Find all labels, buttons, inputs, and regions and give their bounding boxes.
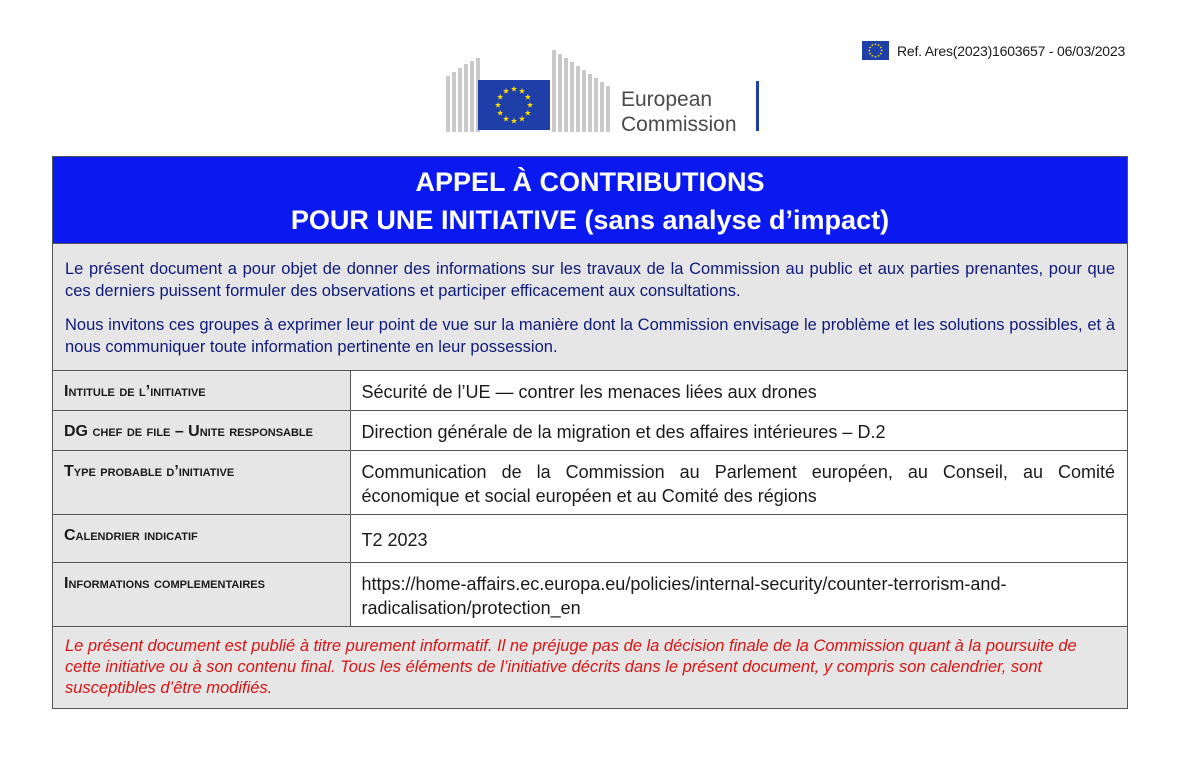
- additional-info-label: Informations complementaires: [53, 563, 350, 627]
- european-commission-logo: [444, 48, 764, 136]
- initiative-title-value: Sécurité de l’UE — contrer les menaces liées aux drones: [350, 371, 1127, 411]
- eu-flag-icon: [862, 41, 889, 60]
- lead-dg-value: Direction générale de la migration et des affaires intérieures – D.2: [350, 411, 1127, 451]
- logo-divider: [756, 81, 759, 131]
- logo-line-european: European: [621, 88, 713, 111]
- intro-paragraph-1: Le présent document a pour objet de donner des informations sur les travaux de la Commission au public et aux parties prenantes, pour que ces derniers puissent formuler des observations et participer efficacement aux consultations.: [65, 260, 1115, 300]
- logo-wordmark: [621, 87, 737, 137]
- form-title: APPEL À CONTRIBUTIONS: [415, 167, 765, 197]
- call-for-evidence-form: [52, 156, 1128, 709]
- table-row: [53, 515, 1127, 563]
- logo-line-commission: Commission: [621, 113, 737, 136]
- timeline-value: T2 2023: [350, 515, 1127, 563]
- berlaymont-building-icon: [444, 48, 614, 133]
- intro-section: [53, 244, 1127, 371]
- form-header: [53, 157, 1127, 244]
- timeline-label: Calendrier indicatif: [53, 515, 350, 563]
- table-row: [53, 411, 1127, 451]
- table-row: [53, 563, 1127, 627]
- additional-info-value: https://home-affairs.ec.europa.eu/policies/internal-security/counter-terrorism-and-radicalisation/protection_en: [350, 563, 1127, 627]
- disclaimer: Le présent document est publié à titre purement informatif. Il ne préjuge pas de la décision finale de la Commission quant à la poursuite de cette initiative ou à son contenu final. Tous les éléments de l’initiative décrits dans le présent document, y compris son calendrier, sont susceptibles d’être modifiés.: [53, 627, 1127, 708]
- reference-text: Ref. Ares(2023)1603657 - 06/03/2023: [897, 42, 1126, 59]
- table-row: [53, 451, 1127, 515]
- initiative-type-label: Type probable d’initiative: [53, 451, 350, 515]
- table-row: [53, 371, 1127, 411]
- intro-paragraph-2: Nous invitons ces groupes à exprimer leur point de vue sur la manière dont la Commission envisage le problème et les solutions possibles, et à nous communiquer toute information pertinente en leur possession.: [65, 316, 1115, 356]
- form-subtitle: POUR UNE INITIATIVE (sans analyse d’impact): [290, 205, 890, 235]
- initiative-details-table: [53, 371, 1127, 627]
- initiative-type-value: Communication de la Commission au Parlement européen, au Conseil, au Comité économique et social européen et au Comité des régions: [350, 451, 1127, 515]
- reference-stamp: [862, 41, 1125, 60]
- initiative-title-label: Intitule de l’initiative: [53, 371, 350, 411]
- lead-dg-label: DG chef de file – Unite responsable: [53, 411, 350, 451]
